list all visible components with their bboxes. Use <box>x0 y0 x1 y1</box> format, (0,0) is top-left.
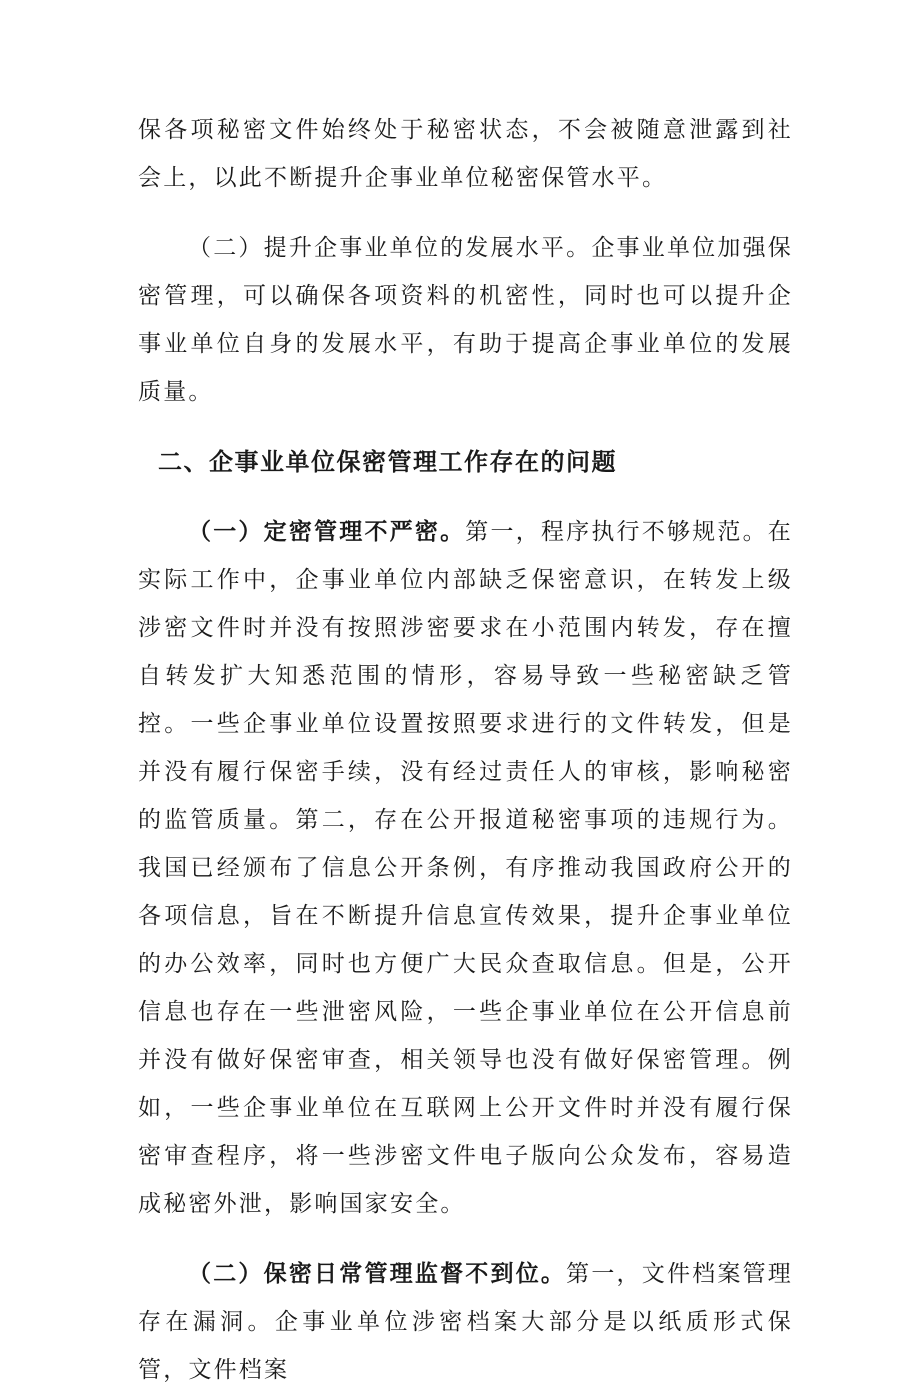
paragraph-lead-classification: （一）定密管理不严密。 <box>188 519 466 545</box>
paragraph-classification-management <box>138 508 793 1228</box>
paragraph-body-supervision: 第一，文件档案管理存在漏洞。企事业单位涉密档案大部分是以纸质形式保管，文件档案 <box>138 1261 793 1383</box>
section-heading: 二、企事业单位保密管理工作存在的问题 <box>158 448 617 476</box>
paragraph-lead-supervision: （二）保密日常管理监督不到位。 <box>188 1261 567 1287</box>
paragraph-daily-supervision <box>138 1250 793 1394</box>
paragraph-continuation: 保各项秘密文件始终处于秘密状态，不会被随意泄露到社会上，以此不断提升企事业单位秘密保管水平。 <box>138 117 793 191</box>
document-page <box>138 106 793 1394</box>
paragraph-body-classification: 第一，程序执行不够规范。在实际工作中，企事业单位内部缺乏保密意识，在转发上级涉密文件时并没有按照涉密要求在小范围内转发，存在擅自转发扩大知悉范围的情形，容易导致一些秘密缺乏管控。一些企事业单位设置按照要求进行的文件转发，但是并没有履行保密手续，没有经过责任人的审核，影响秘密的监管质量。第二，存在公开报道秘密事项的违规行为。我国已经颁布了信息公开条例，有序推动我国政府公开的各项信息，旨在不断提升信息宣传效果，提升企事业单位的办公效率，同时也方便广大民众查取信息。但是，公开信息也存在一些泄密风险，一些企事业单位在公开信息前并没有做好保密审查，相关领导也没有做好保密管理。例如，一些企事业单位在互联网上公开文件时并没有履行保密审查程序，将一些涉密文件电子版向公众发布，容易造成秘密外泄，影响国家安全。 <box>138 519 793 1217</box>
paragraph-development-level: （二）提升企事业单位的发展水平。企事业单位加强保密管理，可以确保各项资料的机密性，同时也可以提升企事业单位自身的发展水平，有助于提高企事业单位的发展质量。 <box>138 235 793 405</box>
